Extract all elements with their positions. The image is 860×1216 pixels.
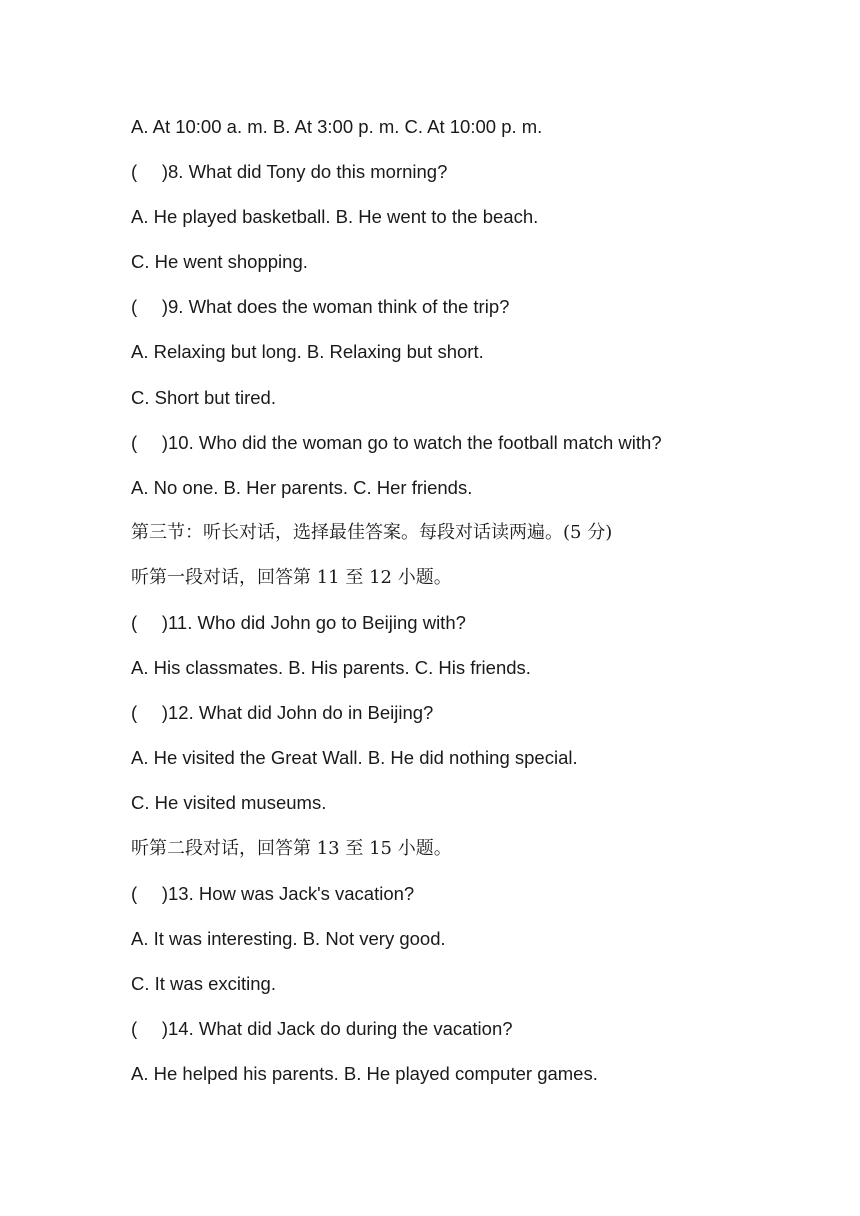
answer-options — [131, 969, 811, 1014]
answer-options-text: A. It was interesting. B. Not very good. — [131, 927, 446, 949]
question-text: 10. Who did the woman go to watch the football match with? — [168, 431, 662, 453]
answer-blank-open: ( — [131, 1017, 138, 1039]
answer-blank — [131, 157, 168, 187]
answer-options-text: A. His classmates. B. His parents. C. His friends. — [131, 657, 531, 679]
question-text: 8. What did Tony do this morning? — [168, 161, 448, 183]
section-heading-text: 听第二段对话，回答第 13 至 15 小题。 — [131, 837, 452, 859]
answer-options-text: A. He played basketball. B. He went to the beach. — [131, 206, 539, 228]
question-line — [131, 292, 811, 337]
answer-blank-open: ( — [131, 882, 138, 904]
answer-blank-close: ) — [161, 161, 168, 183]
section-heading-text: 第三节：听长对话，选择最佳答案。每段对话读两遍。(5 分) — [131, 521, 613, 543]
question-line — [131, 1014, 811, 1059]
answer-options-text: C. Short but tired. — [131, 386, 276, 408]
question-text: 14. What did Jack do during the vacation? — [168, 1017, 513, 1039]
question-text: 13. How was Jack's vacation? — [168, 882, 415, 904]
answer-options — [131, 112, 811, 157]
question-line — [131, 157, 811, 202]
answer-options-text: A. He visited the Great Wall. B. He did nothing special. — [131, 747, 578, 769]
answer-options — [131, 383, 811, 428]
section-heading — [131, 834, 811, 879]
section-heading-text: 听第一段对话，回答第 11 至 12 小题。 — [131, 566, 452, 588]
answer-blank-close: ) — [161, 702, 168, 724]
question-list — [131, 112, 811, 1104]
answer-options-text: A. At 10:00 a. m. B. At 3:00 p. m. C. At 10:00 p. m. — [131, 116, 543, 137]
answer-options — [131, 743, 811, 788]
answer-blank — [131, 1014, 168, 1044]
answer-blank-open: ( — [131, 296, 138, 318]
question-text: 11. Who did John go to Beijing with? — [168, 612, 466, 634]
answer-blank-close: ) — [161, 882, 168, 904]
answer-blank-open: ( — [131, 702, 138, 724]
section-heading — [131, 518, 811, 563]
answer-blank-open: ( — [131, 612, 138, 634]
answer-options-text: A. No one. B. Her parents. C. Her friends. — [131, 476, 473, 498]
answer-blank — [131, 608, 168, 638]
answer-options — [131, 924, 811, 969]
answer-options — [131, 473, 811, 518]
answer-blank-close: ) — [161, 612, 168, 634]
question-text: 9. What does the woman think of the trip? — [168, 296, 510, 318]
question-line — [131, 428, 811, 473]
answer-blank — [131, 879, 168, 909]
question-text: 12. What did John do in Beijing? — [168, 702, 434, 724]
answer-options-text: C. It was exciting. — [131, 972, 276, 994]
answer-options — [131, 202, 811, 247]
answer-options-text: A. He helped his parents. B. He played computer games. — [131, 1062, 598, 1084]
question-line — [131, 608, 811, 653]
answer-options — [131, 653, 811, 698]
answer-options — [131, 788, 811, 833]
answer-blank-open: ( — [131, 431, 138, 453]
answer-blank — [131, 428, 168, 458]
answer-options-text: A. Relaxing but long. B. Relaxing but short. — [131, 341, 484, 363]
question-line — [131, 879, 811, 924]
question-line — [131, 698, 811, 743]
answer-options — [131, 1059, 811, 1104]
answer-blank-close: ) — [161, 1017, 168, 1039]
section-heading — [131, 563, 811, 608]
answer-options — [131, 337, 811, 382]
answer-blank — [131, 292, 168, 322]
answer-options — [131, 247, 811, 292]
answer-options-text: C. He visited museums. — [131, 792, 327, 814]
answer-blank-open: ( — [131, 161, 138, 183]
answer-blank-close: ) — [161, 431, 168, 453]
answer-blank — [131, 698, 168, 728]
answer-blank-close: ) — [161, 296, 168, 318]
answer-options-text: C. He went shopping. — [131, 251, 308, 273]
